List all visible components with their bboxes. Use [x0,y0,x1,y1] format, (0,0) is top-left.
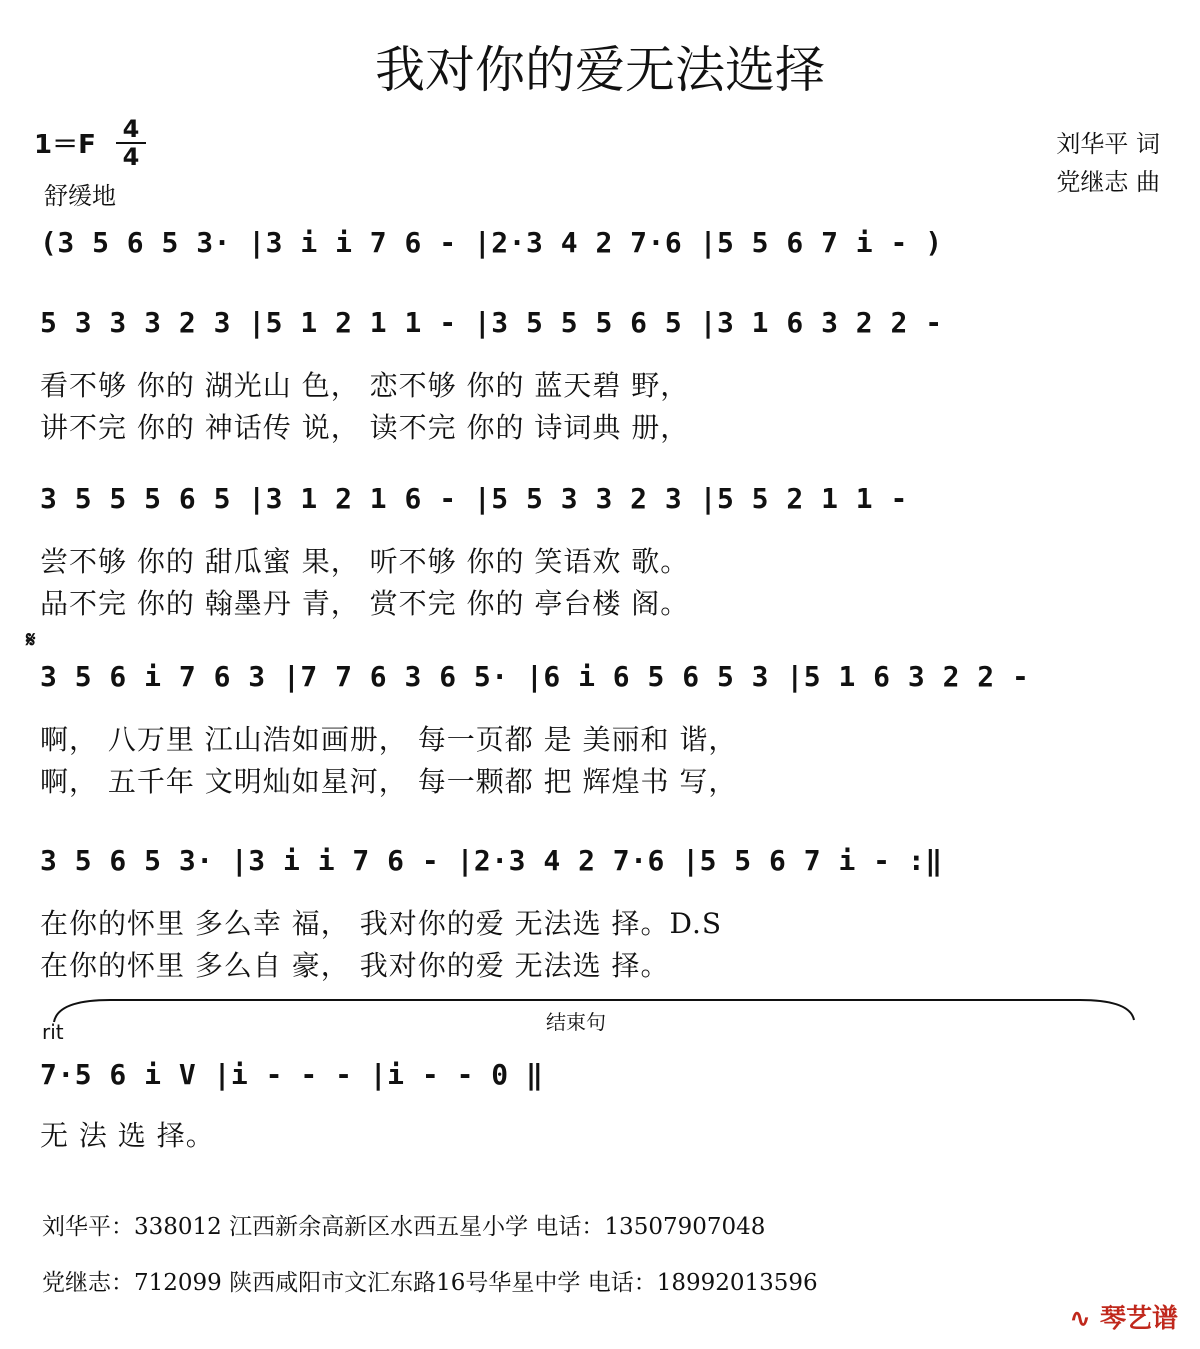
lyricist-credit: 刘华平 词 [1056,130,1160,158]
ending-label: 结束句 [540,1006,612,1035]
system-6-lyric-1: 无 法 选 择。 [40,1119,215,1152]
system-5-lyric-2: 在你的怀里 多么自 豪， 我对你的爱 无法选 择。 [40,949,670,982]
key-signature: 1＝F [34,130,96,160]
system-5-notes: 3 5 6 5 3· |3 i i 7 6 - |2·3 4 2 7·6 |5 5 6 7 i - :‖ [40,844,943,877]
system-2-lyric-1: 看不够 你的 湖光山 色， 恋不够 你的 蓝天碧 野， [40,369,690,402]
system-3-lyric-2: 品不完 你的 翰墨丹 青， 赏不完 你的 亭台楼 阁。 [40,587,690,620]
time-signature [116,116,146,170]
system-4-lyric-1: 啊， 八万里 江山浩如画册， 每一页都 是 美丽和 谐， [40,723,738,756]
system-3-lyric-1: 尝不够 你的 甜瓜蜜 果， 听不够 你的 笑语欢 歌。 [40,545,690,578]
system-3-notes: 3 5 5 5 6 5 |3 1 2 1 6 - |5 5 3 3 2 3 |5 5 2 1 1 - [40,482,908,515]
contact-lyricist: 刘华平：338012 江西新余高新区水西五星小学 电话：13507907048 [42,1214,766,1240]
system-4-notes: 3 5 6 i 7 6 3 |7 7 6 3 6 5· |6 i 6 5 6 5 3 |5 1 6 3 2 2 - [40,660,1030,693]
logo-icon: ∿ [1069,1304,1100,1334]
time-sig-top: 4 [122,115,140,143]
system-6-notes: 7·5 6 i V |i - - - |i - - 0 ‖ [40,1058,544,1091]
rit-marking: rit [42,1020,64,1044]
system-4-lyric-2: 啊， 五千年 文明灿如星河， 每一颗都 把 辉煌书 写， [40,765,738,798]
composer-credit: 党继志 曲 [1056,168,1160,196]
contact-composer: 党继志：712099 陕西咸阳市文汇东路16号华星中学 电话：18992013596 [42,1270,818,1296]
system-2-lyric-2: 讲不完 你的 神话传 说， 读不完 你的 诗词典 册， [40,411,690,444]
watermark-text: 琴艺谱 [1099,1304,1178,1334]
system-2-notes: 5 3 3 3 2 3 |5 1 2 1 1 - |3 5 5 5 6 5 |3 1 6 3 2 2 - [40,306,943,339]
system-1-notes: (3 5 6 5 3· |3 i i 7 6 - |2·3 4 2 7·6 |5 5 6 7 i - ) [40,226,943,259]
segno-sign: 𝄋 [26,628,36,653]
page-title: 我对你的爱无法选择 [375,41,825,99]
time-sig-bottom: 4 [122,143,140,171]
system-5-lyric-1: 在你的怀里 多么幸 福， 我对你的爱 无法选 择。D.S [40,907,723,940]
tempo-marking: 舒缓地 [44,182,116,210]
watermark-logo [1069,1298,1178,1335]
